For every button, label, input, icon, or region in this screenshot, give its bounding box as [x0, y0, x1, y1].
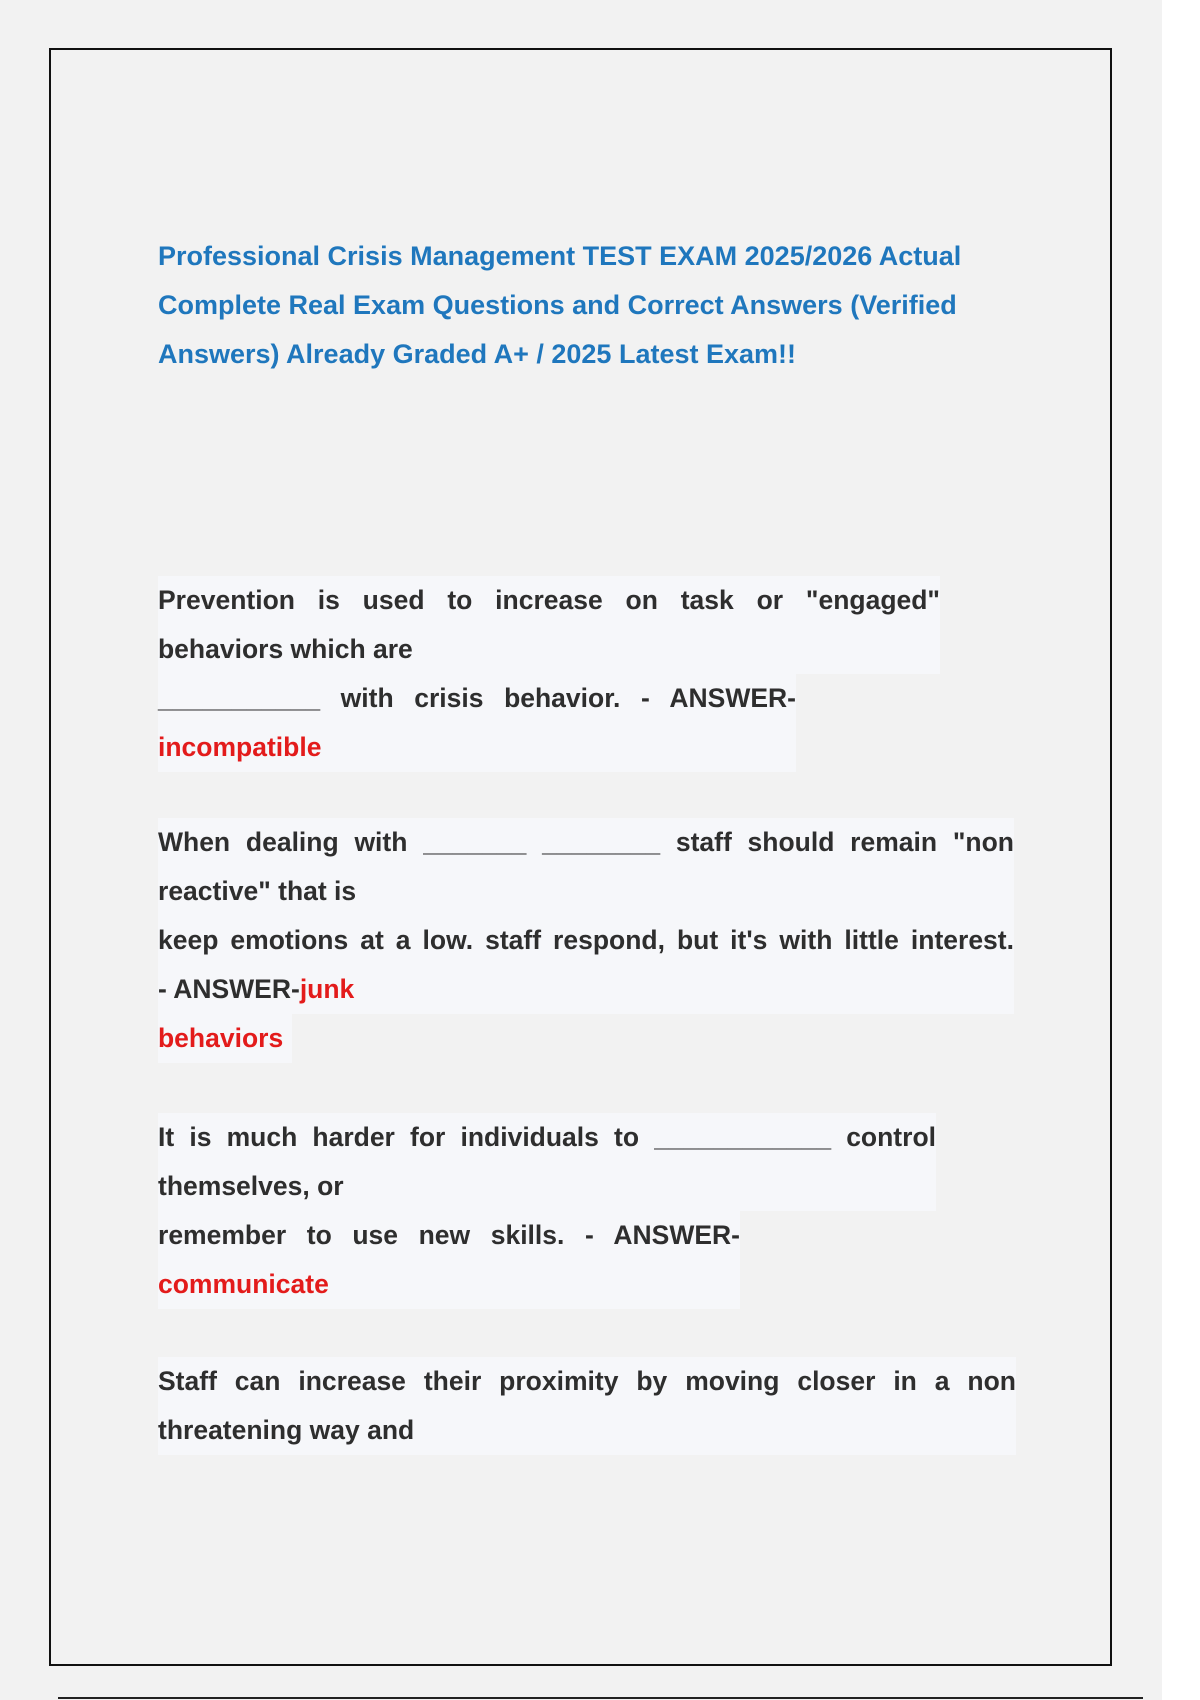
question-4-line-2: threatening way and [158, 1406, 1016, 1455]
question-block-1-cont [158, 674, 796, 772]
question-3-answer: communicate [158, 1269, 329, 1299]
question-1-line-2: behaviors which are [158, 625, 940, 674]
page-bottom-divider [58, 1697, 1143, 1699]
question-1-answer-line [158, 723, 796, 772]
page-margin-strip [1162, 0, 1200, 1700]
question-1-line-1: Prevention is used to increase on task or "engaged" [158, 576, 940, 625]
question-2-line-2: reactive" that is [158, 867, 1014, 916]
question-2-answer-part-1: junk [299, 974, 355, 1004]
question-1-answer: incompatible [158, 732, 322, 762]
question-3-line-1: It is much harder for individuals to ____________ control [158, 1113, 936, 1162]
question-4-line-1: Staff can increase their proximity by moving closer in a non [158, 1357, 1016, 1406]
question-3-answer-line [158, 1260, 740, 1309]
question-2-answer-prefix: - ANSWER- [158, 974, 300, 1004]
question-block-3-cont [158, 1211, 740, 1309]
question-2-answer-part-2: behaviors [158, 1023, 284, 1053]
question-block-1 [158, 576, 940, 674]
question-block-2 [158, 818, 1014, 1014]
document-title: Professional Crisis Management TEST EXAM 2025/2026 Actual Complete Real Exam Questions and Correct Answers (Verified Answers) Already Graded A+ / 2025 Latest Exam!! [158, 241, 962, 369]
question-2-line-4 [158, 965, 1014, 1014]
question-block-4 [158, 1357, 1016, 1455]
question-block-2-cont [158, 1014, 292, 1063]
question-block-3 [158, 1113, 936, 1211]
question-2-line-3: keep emotions at a low. staff respond, but it's with little interest. [158, 916, 1014, 965]
question-2-answer-line [158, 1014, 292, 1063]
question-2-line-1: When dealing with _______ ________ staff should remain "non [158, 818, 1014, 867]
question-3-line-2: themselves, or [158, 1162, 936, 1211]
question-3-line-3: remember to use new skills. - ANSWER- [158, 1211, 740, 1260]
question-1-line-3: ___________ with crisis behavior. - ANSWER- [158, 674, 796, 723]
